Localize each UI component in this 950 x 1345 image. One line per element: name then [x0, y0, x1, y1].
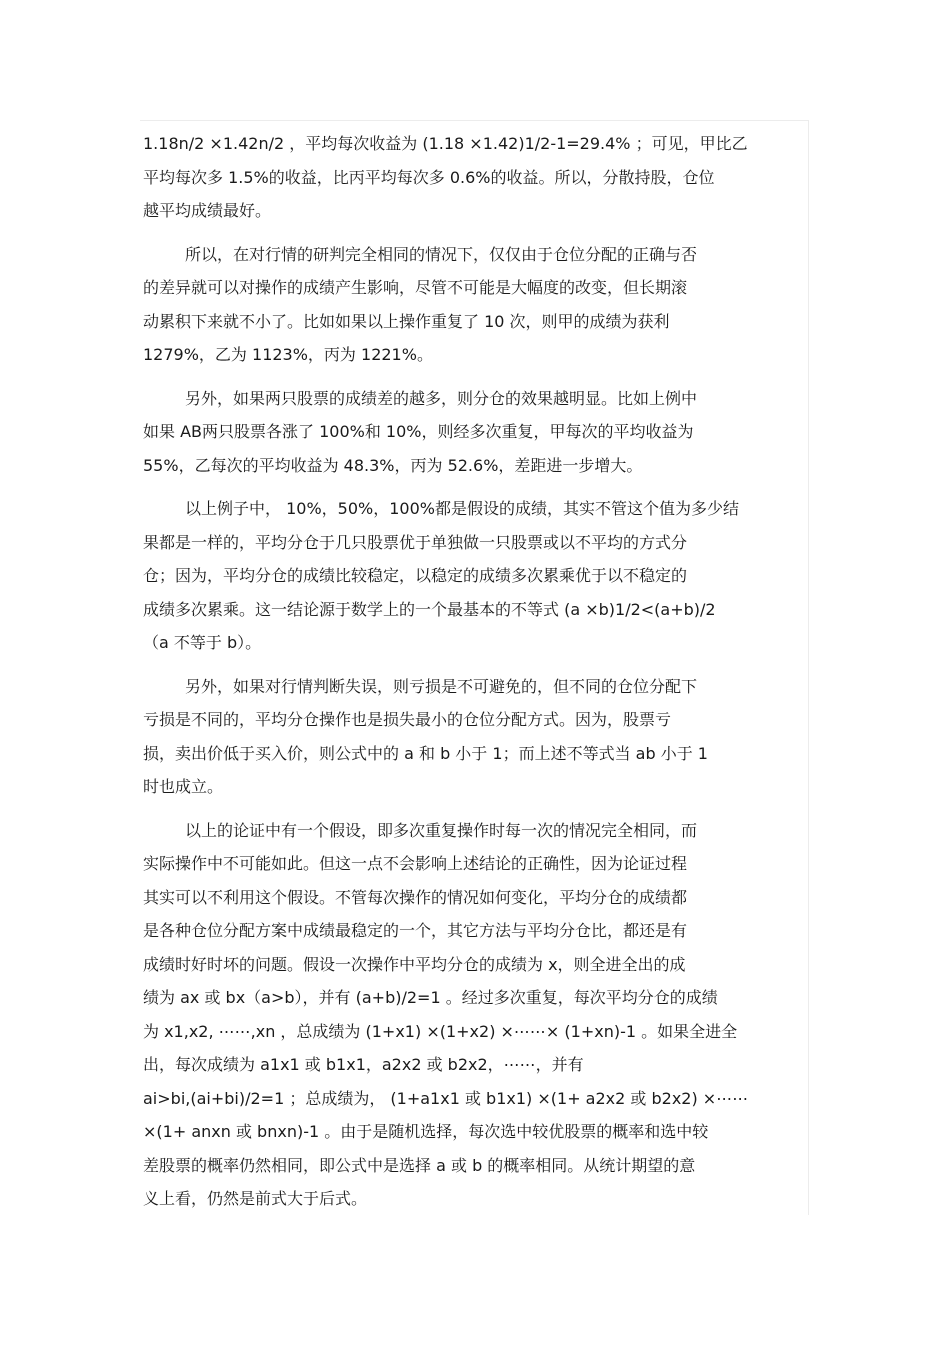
text-line: 动累积下来就不小了。比如如果以上操作重复了 10 次，则甲的成绩为获利	[143, 311, 670, 331]
text-line: 1.18n/2 ×1.42n/2 ，平均每次收益为 (1.18 ×1.42)1/2-1=29.4% ；可见，甲比乙	[143, 134, 748, 153]
text-line: 亏损是不同的，平均分仓操作也是损失最小的仓位分配方式。因为，股票亏	[143, 710, 672, 729]
text-line: ai>bi,(ai+bi)/2=1 ；总成绩为， (1+a1x1 或 b1x1) ×(1+ a2x2 或 b2x2) ×⋯⋯	[143, 1088, 749, 1108]
text-line: 为 x1,x2, ⋯⋯,xn ，总成绩为 (1+x1) ×(1+x2) ×⋯⋯× (1+xn)-1 。如果全进全	[143, 1021, 738, 1041]
text-line: 是各种仓位分配方案中成绩最稳定的一个，其它方法与平均分仓比，都还是有	[143, 921, 688, 940]
text-line: 损，卖出价低于买入价，则公式中的 a 和 b 小于 1；而上述不等式当 ab 小于 1	[143, 743, 708, 763]
text-line: 成绩多次累乘。这一结论源于数学上的一个最基本的不等式 (a ×b)1/2<(a+b)/2	[143, 599, 716, 619]
text-line: （a 不等于 b）。	[143, 633, 262, 652]
text-line: 如果 AB两只股票各涨了 100%和 10%，则经多次重复，甲每次的平均收益为	[143, 422, 694, 441]
text-line: 义上看，仍然是前式大于后式。	[143, 1189, 368, 1208]
paragraph-2	[143, 238, 803, 372]
text-line: 仓；因为，平均分仓的成绩比较稳定，以稳定的成绩多次累乘优于以不稳定的	[143, 566, 688, 585]
text-line: 实际操作中不可能如此。但这一点不会影响上述结论的正确性，因为论证过程	[143, 854, 688, 873]
paragraph-5	[143, 670, 803, 804]
text-line: 成绩时好时坏的问题。假设一次操作中平均分仓的成绩为 x，则全进全出的成	[143, 954, 686, 974]
text-line: 另外，如果对行情判断失误，则亏损是不可避免的，但不同的仓位分配下	[185, 676, 698, 696]
text-line: 平均每次多 1.5%的收益，比丙平均每次多 0.6%的收益。所以，分散持股，仓位	[143, 167, 715, 187]
text-line: 55%，乙每次的平均收益为 48.3%，丙为 52.6%，差距进一步增大。	[143, 455, 643, 475]
text-line: 另外，如果两只股票的成绩差的越多，则分仓的效果越明显。比如上例中	[185, 388, 698, 408]
document-body	[143, 127, 803, 1226]
text-line: 越平均成绩最好。	[143, 201, 272, 220]
paragraph-1	[143, 127, 803, 228]
text-line: 差股票的概率仍然相同，即公式中是选择 a 或 b 的概率相同。从统计期望的意	[143, 1155, 696, 1175]
text-line: 果都是一样的，平均分仓于几只股票优于单独做一只股票或以不平均的方式分	[143, 532, 688, 552]
paragraph-3	[143, 382, 803, 483]
text-line: 其实可以不利用这个假设。不管每次操作的情况如何变化，平均分仓的成绩都	[143, 887, 688, 907]
text-line: 1279%，乙为 1123%，丙为 1221%。	[143, 345, 433, 364]
text-line: 所以，在对行情的研判完全相同的情况下，仅仅由于仓位分配的正确与否	[185, 244, 698, 264]
paragraph-6	[143, 814, 803, 1216]
text-line: 的差异就可以对操作的成绩产生影响，尽管不可能是大幅度的改变，但长期滚	[143, 278, 688, 297]
text-line: ×(1+ anxn 或 bnxn)-1 。由于是随机选择，每次选中较优股票的概率和选中较	[143, 1122, 709, 1141]
text-line: 以上例子中， 10%，50%，100%都是假设的成绩，其实不管这个值为多少结	[185, 499, 739, 518]
paragraph-4	[143, 492, 803, 660]
text-line: 出，每次成绩为 a1x1 或 b1x1，a2x2 或 b2x2，⋯⋯，并有	[143, 1055, 584, 1074]
text-line: 绩为 ax 或 bx（a>b），并有 (a+b)/2=1 。经过多次重复，每次平均分仓的成绩	[143, 988, 718, 1007]
text-line: 以上的论证中有一个假设，即多次重复操作时每一次的情况完全相同，而	[185, 820, 698, 840]
text-line: 时也成立。	[143, 777, 224, 796]
